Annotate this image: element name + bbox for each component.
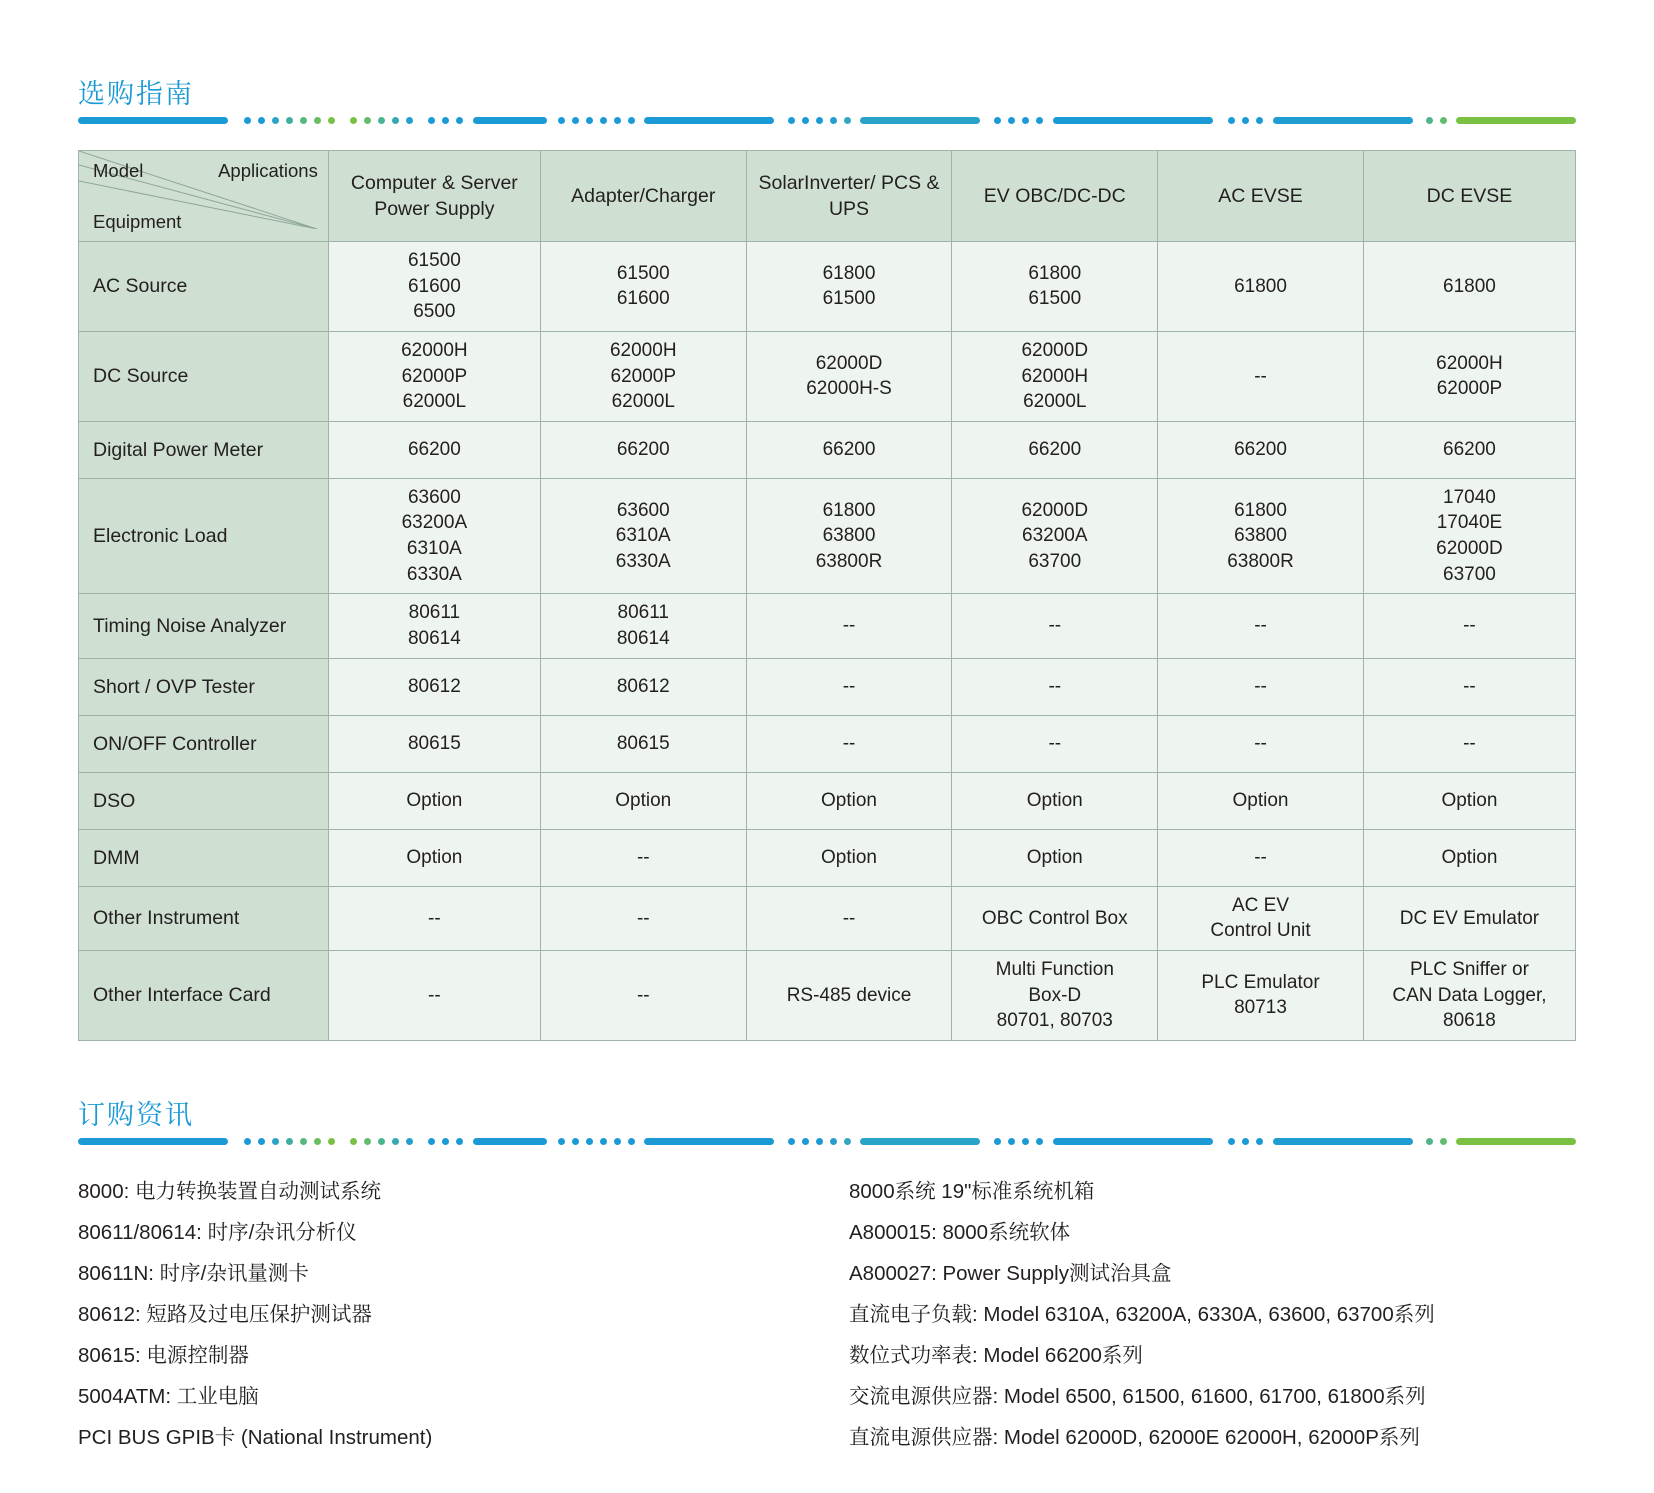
corner-label-applications: Applications (218, 160, 318, 181)
table-cell: 66200 (1363, 421, 1575, 478)
row-header-equipment: DSO (79, 772, 329, 829)
ordering-info-line: 8000: 电力转换装置自动测试系统 (78, 1179, 381, 1203)
row-header-equipment: Electronic Load (79, 478, 329, 594)
table-row (79, 478, 1576, 594)
ordering-info-line: 80611/80614: 时序/杂讯分析仪 (78, 1220, 357, 1244)
table-cell: -- (1363, 715, 1575, 772)
table-cell: OBC Control Box (952, 886, 1158, 950)
table-cell: -- (746, 886, 952, 950)
table-header-row (79, 151, 1576, 242)
table-cell: Multi Function Box-D 80701, 80703 (952, 950, 1158, 1040)
column-header-ev-obc: EV OBC/DC-DC (952, 151, 1158, 242)
table-cell: 66200 (540, 421, 746, 478)
table-cell: -- (952, 715, 1158, 772)
table-cell: 61800 63800 63800R (746, 478, 952, 594)
row-header-equipment: AC Source (79, 242, 329, 332)
table-cell: 61800 61500 (746, 242, 952, 332)
ordering-info-line: PCI BUS GPIB卡 (National Instrument) (78, 1425, 433, 1449)
table-cell: 80612 (328, 658, 540, 715)
row-header-equipment: ON/OFF Controller (79, 715, 329, 772)
table-cell: -- (328, 886, 540, 950)
table-row (79, 886, 1576, 950)
table-cell: Option (746, 829, 952, 886)
ordering-info-line: A800027: Power Supply测试治具盒 (849, 1261, 1172, 1285)
table-row (79, 594, 1576, 658)
row-header-equipment: Digital Power Meter (79, 421, 329, 478)
table-cell: 61500 61600 (540, 242, 746, 332)
table-row (79, 829, 1576, 886)
ordering-info-heading: 订购资讯 (78, 1099, 194, 1130)
row-header-equipment: DC Source (79, 331, 329, 421)
row-header-equipment: Other Instrument (79, 886, 329, 950)
table-cell: 66200 (952, 421, 1158, 478)
table-cell: -- (746, 715, 952, 772)
column-header-dc-evse: DC EVSE (1363, 151, 1575, 242)
table-cell: 63600 6310A 6330A (540, 478, 746, 594)
ordering-info-line: 80612: 短路及过电压保护测试器 (78, 1302, 372, 1326)
ordering-info-line: 80615: 电源控制器 (78, 1343, 249, 1367)
table-cell: -- (328, 950, 540, 1040)
table-cell: 80611 80614 (328, 594, 540, 658)
table-cell: -- (540, 950, 746, 1040)
table-cell: RS-485 device (746, 950, 952, 1040)
table-cell: 66200 (746, 421, 952, 478)
table-cell: Option (540, 772, 746, 829)
table-cell: 17040 17040E 62000D 63700 (1363, 478, 1575, 594)
column-header-ac-evse: AC EVSE (1158, 151, 1364, 242)
table-cell: 66200 (1158, 421, 1364, 478)
ordering-info-line: 交流电源供应器: Model 6500, 61500, 61600, 61700, 61800系列 (849, 1384, 1426, 1408)
table-cell: Option (952, 829, 1158, 886)
table-corner-cell (79, 151, 329, 242)
table-cell: Option (746, 772, 952, 829)
ordering-info-line: 直流电子负载: Model 6310A, 63200A, 6330A, 63600, 63700系列 (849, 1302, 1435, 1326)
table-cell: Option (1363, 772, 1575, 829)
table-cell: PLC Emulator 80713 (1158, 950, 1364, 1040)
ordering-info-left-column (78, 1171, 827, 1458)
table-cell: -- (1158, 829, 1364, 886)
table-row (79, 658, 1576, 715)
table-cell: -- (1363, 658, 1575, 715)
corner-label-equipment: Equipment (93, 211, 182, 233)
selection-guide-table (78, 150, 1576, 1041)
table-cell: DC EV Emulator (1363, 886, 1575, 950)
table-cell: -- (952, 658, 1158, 715)
table-row (79, 715, 1576, 772)
row-header-equipment: Timing Noise Analyzer (79, 594, 329, 658)
table-cell: 66200 (328, 421, 540, 478)
table-cell: -- (1158, 594, 1364, 658)
table-cell: -- (540, 886, 746, 950)
table-row (79, 421, 1576, 478)
table-cell: Option (952, 772, 1158, 829)
corner-label-model: Model (93, 160, 144, 181)
ordering-info-section (78, 1093, 1576, 1458)
table-cell: -- (952, 594, 1158, 658)
table-cell: Option (328, 772, 540, 829)
table-row (79, 950, 1576, 1040)
table-cell: 62000D 62000H 62000L (952, 331, 1158, 421)
ordering-info-line: 8000系统 19"标准系统机箱 (849, 1179, 1095, 1203)
table-cell: PLC Sniffer or CAN Data Logger, 80618 (1363, 950, 1575, 1040)
row-header-equipment: Other Interface Card (79, 950, 329, 1040)
table-cell: -- (746, 594, 952, 658)
table-row (79, 242, 1576, 332)
selection-guide-heading: 选购指南 (78, 79, 194, 109)
table-row (79, 772, 1576, 829)
table-cell: 61800 61500 (952, 242, 1158, 332)
table-row (79, 331, 1576, 421)
table-body (79, 242, 1576, 1041)
row-header-equipment: DMM (79, 829, 329, 886)
ordering-info-line: 数位式功率表: Model 66200系列 (849, 1343, 1143, 1367)
table-cell: 61800 (1363, 242, 1575, 332)
table-cell: 62000D 63200A 63700 (952, 478, 1158, 594)
selection-guide-divider (78, 117, 1576, 124)
table-cell: Option (1158, 772, 1364, 829)
ordering-info-line: A800015: 8000系统软体 (849, 1220, 1071, 1244)
table-cell: -- (1158, 331, 1364, 421)
ordering-info-right-column (827, 1171, 1576, 1458)
table-cell: 61800 (1158, 242, 1364, 332)
column-header-computer-server: Computer & Server Power Supply (328, 151, 540, 242)
table-cell: 80615 (540, 715, 746, 772)
table-cell: Option (1363, 829, 1575, 886)
column-header-adapter-charger: Adapter/Charger (540, 151, 746, 242)
table-cell: 62000H 62000P 62000L (540, 331, 746, 421)
table-cell: -- (1363, 594, 1575, 658)
table-cell: 61800 63800 63800R (1158, 478, 1364, 594)
table-cell: 62000H 62000P 62000L (328, 331, 540, 421)
column-header-solar-inverter: SolarInverter/ PCS & UPS (746, 151, 952, 242)
table-cell: 63600 63200A 6310A 6330A (328, 478, 540, 594)
table-cell: 80615 (328, 715, 540, 772)
table-cell: -- (1158, 715, 1364, 772)
ordering-info-line: 80611N: 时序/杂讯量测卡 (78, 1261, 309, 1285)
table-cell: -- (1158, 658, 1364, 715)
table-cell: Option (328, 829, 540, 886)
table-cell: 80611 80614 (540, 594, 746, 658)
row-header-equipment: Short / OVP Tester (79, 658, 329, 715)
ordering-info-divider (78, 1138, 1576, 1145)
table-cell: -- (540, 829, 746, 886)
table-cell: -- (746, 658, 952, 715)
table-cell: 62000H 62000P (1363, 331, 1575, 421)
ordering-info-line: 5004ATM: 工业电脑 (78, 1384, 259, 1408)
ordering-info-line: 直流电源供应器: Model 62000D, 62000E 62000H, 62000P系列 (849, 1425, 1420, 1449)
table-cell: 62000D 62000H-S (746, 331, 952, 421)
table-cell: 61500 61600 6500 (328, 242, 540, 332)
table-cell: 80612 (540, 658, 746, 715)
table-cell: AC EV Control Unit (1158, 886, 1364, 950)
